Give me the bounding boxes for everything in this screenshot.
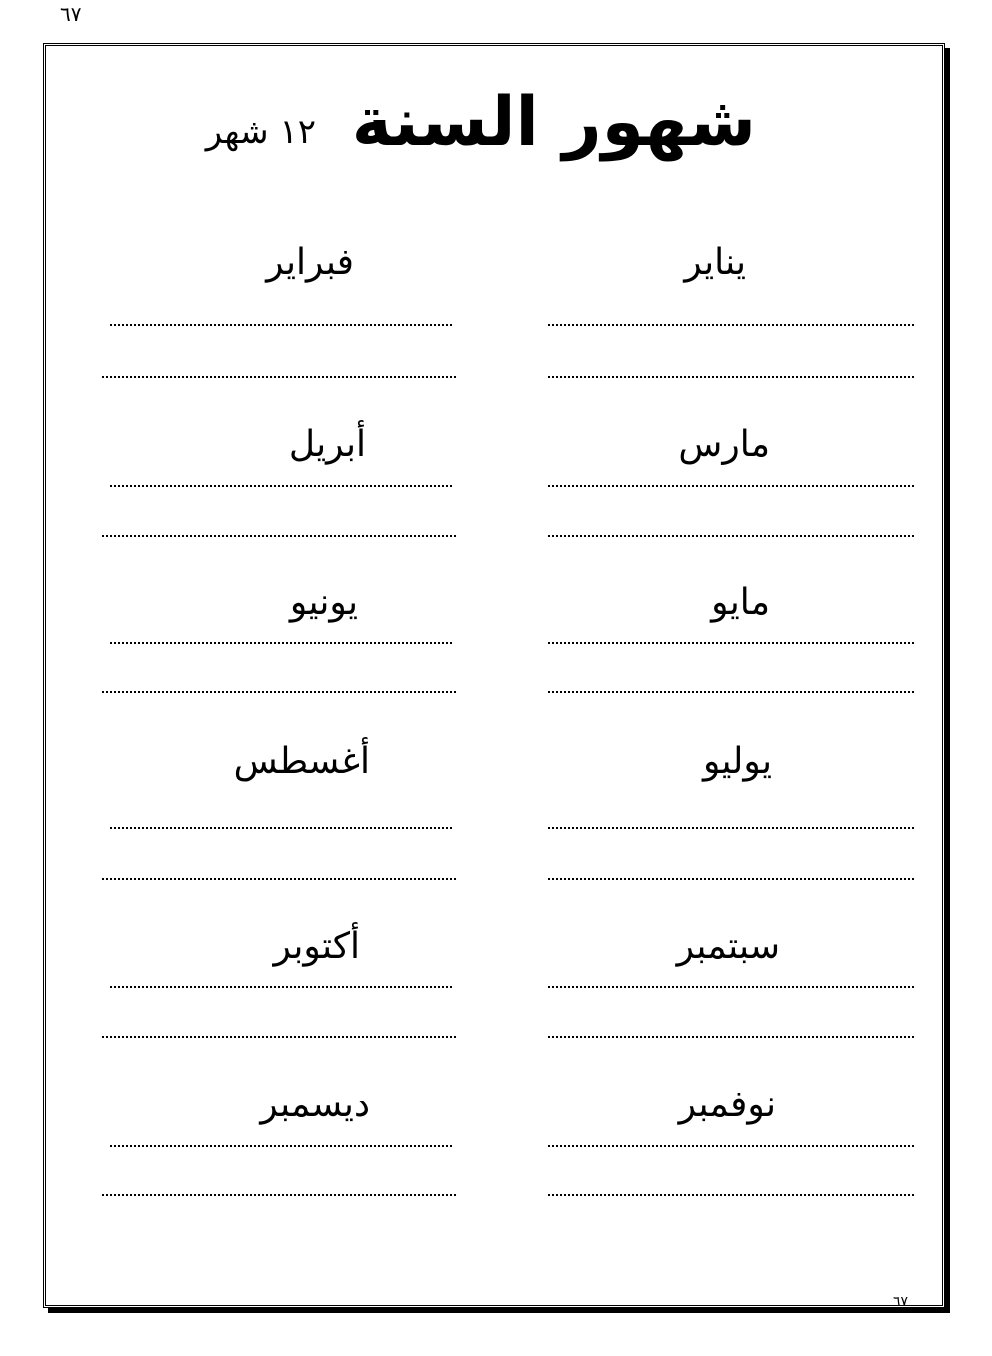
- month-march: مارس: [678, 424, 770, 465]
- writing-line[interactable]: [110, 324, 452, 326]
- month-april: أبريل: [288, 424, 366, 465]
- month-june: يونيو: [289, 582, 358, 623]
- writing-line[interactable]: [110, 827, 452, 829]
- writing-line[interactable]: [102, 1036, 456, 1038]
- month-february: فبراير: [266, 242, 354, 283]
- writing-line[interactable]: [102, 878, 456, 880]
- month-october: أكتوبر: [273, 926, 360, 967]
- month-august: أغسطس: [233, 741, 370, 782]
- writing-line[interactable]: [102, 535, 456, 537]
- month-july: يوليو: [702, 741, 772, 782]
- writing-line[interactable]: [102, 691, 456, 693]
- writing-line[interactable]: [110, 485, 452, 487]
- writing-line[interactable]: [102, 1194, 456, 1196]
- month-november: نوفمبر: [678, 1084, 776, 1125]
- writing-line[interactable]: [548, 691, 914, 693]
- writing-line[interactable]: [110, 642, 452, 644]
- writing-line[interactable]: [548, 535, 914, 537]
- month-january: يناير: [684, 242, 746, 283]
- month-december: ديسمبر: [260, 1084, 370, 1125]
- month-september: سبتمبر: [676, 926, 780, 967]
- writing-line[interactable]: [548, 1036, 914, 1038]
- page-frame: [43, 43, 945, 1308]
- page-number-top: ٦٧: [60, 2, 82, 26]
- writing-line[interactable]: [548, 376, 914, 378]
- writing-line[interactable]: [548, 986, 914, 988]
- writing-line[interactable]: [548, 1194, 914, 1196]
- writing-line[interactable]: [548, 485, 914, 487]
- writing-line[interactable]: [548, 1145, 914, 1147]
- month-may: مايو: [711, 582, 770, 623]
- writing-line[interactable]: [110, 986, 452, 988]
- page-number-bottom: ٦٧: [893, 1294, 909, 1310]
- page-title: شهور السنة: [351, 83, 756, 162]
- page-subtitle: ١٢ شهر: [205, 112, 316, 152]
- writing-line[interactable]: [548, 324, 914, 326]
- writing-line[interactable]: [548, 827, 914, 829]
- writing-line[interactable]: [110, 1145, 452, 1147]
- writing-line[interactable]: [548, 878, 914, 880]
- writing-line[interactable]: [548, 642, 914, 644]
- writing-line[interactable]: [102, 376, 456, 378]
